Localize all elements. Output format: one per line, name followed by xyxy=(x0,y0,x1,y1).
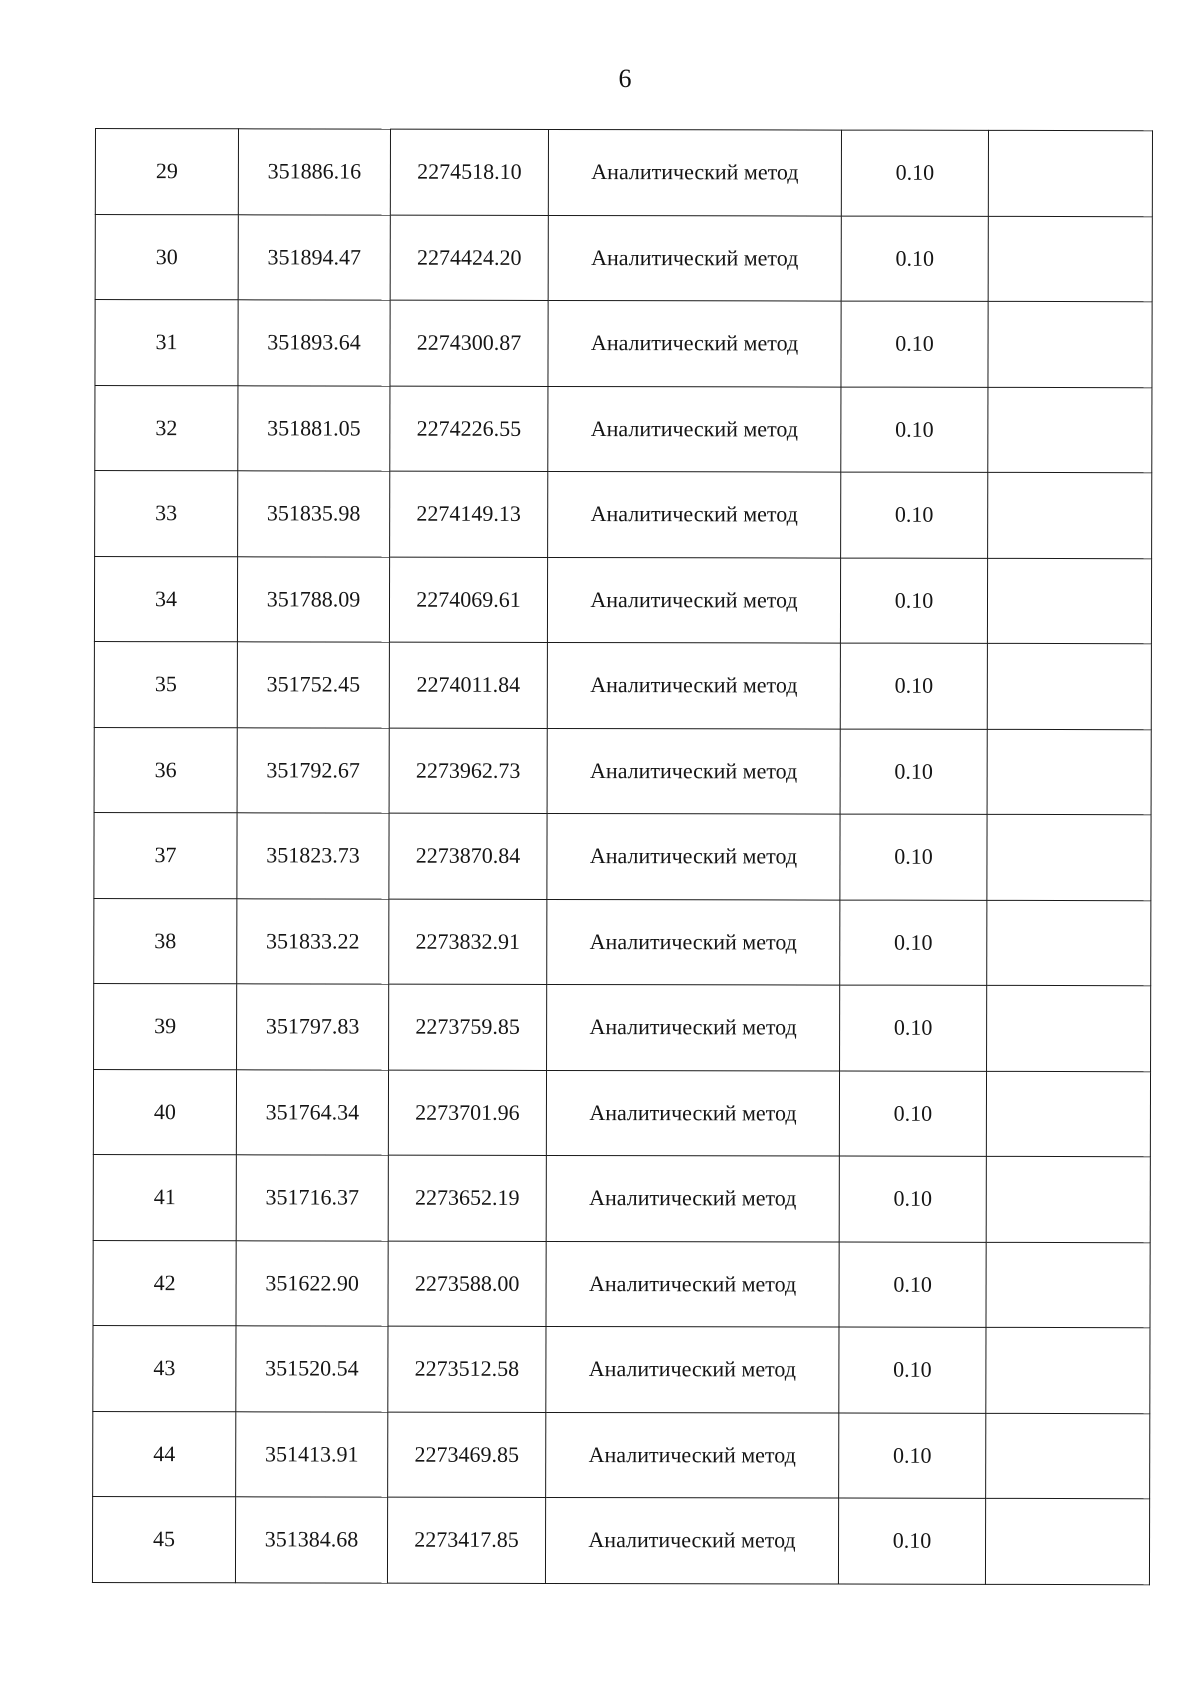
table-row xyxy=(93,1325,1150,1413)
x-coordinate-cell: 351384.68 xyxy=(235,1497,387,1583)
precision-cell: 0.10 xyxy=(840,729,987,815)
note-cell xyxy=(986,1071,1150,1157)
table-row xyxy=(94,898,1151,986)
precision-cell: 0.10 xyxy=(839,1156,986,1242)
precision-cell: 0.10 xyxy=(840,643,987,729)
point-number-cell: 35 xyxy=(94,641,237,727)
precision-cell: 0.10 xyxy=(839,1242,986,1328)
note-cell xyxy=(986,1242,1150,1328)
table-row xyxy=(93,1411,1150,1499)
method-cell: Аналитический метод xyxy=(546,1326,839,1412)
precision-cell: 0.10 xyxy=(841,216,988,302)
y-coordinate-cell: 2274226.55 xyxy=(390,386,548,472)
point-number-cell: 29 xyxy=(95,129,238,215)
method-cell: Аналитический метод xyxy=(548,129,841,215)
y-coordinate-cell: 2273962.73 xyxy=(389,728,547,814)
table-row xyxy=(94,983,1151,1071)
table-row xyxy=(93,1154,1150,1242)
x-coordinate-cell: 351788.09 xyxy=(237,556,389,642)
note-cell xyxy=(985,1498,1149,1584)
table-row xyxy=(94,812,1151,900)
point-number-cell: 37 xyxy=(94,812,237,898)
precision-cell: 0.10 xyxy=(840,814,987,900)
y-coordinate-cell: 2274300.87 xyxy=(390,300,548,386)
point-number-cell: 41 xyxy=(93,1154,236,1240)
x-coordinate-cell: 351764.34 xyxy=(236,1069,388,1155)
table-row xyxy=(93,1069,1150,1157)
table-row xyxy=(94,641,1151,729)
method-cell: Аналитический метод xyxy=(546,1412,839,1498)
table-row xyxy=(94,556,1151,644)
precision-cell: 0.10 xyxy=(841,472,988,558)
precision-cell: 0.10 xyxy=(838,1498,985,1584)
table-row xyxy=(95,471,1152,559)
method-cell: Аналитический метод xyxy=(547,728,840,814)
point-number-cell: 31 xyxy=(95,300,238,386)
precision-cell: 0.10 xyxy=(841,130,988,216)
y-coordinate-cell: 2274149.13 xyxy=(390,471,548,557)
method-cell: Аналитический метод xyxy=(548,386,841,472)
x-coordinate-cell: 351797.83 xyxy=(237,984,389,1070)
method-cell: Аналитический метод xyxy=(547,984,840,1070)
y-coordinate-cell: 2273417.85 xyxy=(387,1497,545,1583)
coordinates-table-body xyxy=(92,129,1152,1585)
precision-cell: 0.10 xyxy=(840,900,987,986)
x-coordinate-cell: 351886.16 xyxy=(238,129,390,215)
x-coordinate-cell: 351881.05 xyxy=(238,385,390,471)
method-cell: Аналитический метод xyxy=(545,1497,838,1583)
point-number-cell: 45 xyxy=(92,1496,235,1582)
method-cell: Аналитический метод xyxy=(548,300,841,386)
precision-cell: 0.10 xyxy=(840,558,987,644)
note-cell xyxy=(988,216,1152,302)
precision-cell: 0.10 xyxy=(840,985,987,1071)
table-row xyxy=(94,727,1151,815)
precision-cell: 0.10 xyxy=(839,1327,986,1413)
x-coordinate-cell: 351893.64 xyxy=(238,300,390,386)
point-number-cell: 34 xyxy=(94,556,237,642)
y-coordinate-cell: 2273652.19 xyxy=(388,1155,546,1241)
y-coordinate-cell: 2273469.85 xyxy=(388,1412,546,1498)
method-cell: Аналитический метод xyxy=(546,1241,839,1327)
x-coordinate-cell: 351752.45 xyxy=(237,642,389,728)
y-coordinate-cell: 2273832.91 xyxy=(389,899,547,985)
precision-cell: 0.10 xyxy=(839,1413,986,1499)
y-coordinate-cell: 2273588.00 xyxy=(388,1241,546,1327)
point-number-cell: 33 xyxy=(95,471,238,557)
table-row xyxy=(93,1240,1150,1328)
table-row xyxy=(92,1496,1149,1584)
table-row xyxy=(95,214,1152,302)
point-number-cell: 32 xyxy=(95,385,238,471)
method-cell: Аналитический метод xyxy=(546,1155,839,1241)
point-number-cell: 30 xyxy=(95,214,238,300)
point-number-cell: 44 xyxy=(93,1411,236,1497)
point-number-cell: 43 xyxy=(93,1325,236,1411)
y-coordinate-cell: 2274011.84 xyxy=(389,642,547,728)
note-cell xyxy=(986,1327,1150,1413)
method-cell: Аналитический метод xyxy=(547,557,840,643)
x-coordinate-cell: 351792.67 xyxy=(237,727,389,813)
y-coordinate-cell: 2274518.10 xyxy=(390,129,548,215)
note-cell xyxy=(987,985,1151,1071)
point-number-cell: 36 xyxy=(94,727,237,813)
note-cell xyxy=(987,729,1151,815)
method-cell: Аналитический метод xyxy=(548,215,841,301)
x-coordinate-cell: 351833.22 xyxy=(237,898,389,984)
note-cell xyxy=(987,814,1151,900)
method-cell: Аналитический метод xyxy=(548,471,841,557)
note-cell xyxy=(988,472,1152,558)
note-cell xyxy=(987,900,1151,986)
y-coordinate-cell: 2273701.96 xyxy=(388,1070,546,1156)
precision-cell: 0.10 xyxy=(839,1071,986,1157)
method-cell: Аналитический метод xyxy=(547,642,840,728)
y-coordinate-cell: 2273870.84 xyxy=(389,813,547,899)
x-coordinate-cell: 351413.91 xyxy=(236,1411,388,1497)
x-coordinate-cell: 351716.37 xyxy=(236,1155,388,1241)
note-cell xyxy=(988,301,1152,387)
note-cell xyxy=(988,387,1152,473)
point-number-cell: 42 xyxy=(93,1240,236,1326)
note-cell xyxy=(988,130,1152,216)
method-cell: Аналитический метод xyxy=(546,1070,839,1156)
x-coordinate-cell: 351520.54 xyxy=(236,1326,388,1412)
x-coordinate-cell: 351894.47 xyxy=(238,214,390,300)
precision-cell: 0.10 xyxy=(841,387,988,473)
y-coordinate-cell: 2273512.58 xyxy=(388,1326,546,1412)
table-row xyxy=(95,300,1152,388)
point-number-cell: 39 xyxy=(94,983,237,1069)
note-cell xyxy=(987,643,1151,729)
note-cell xyxy=(986,1413,1150,1499)
x-coordinate-cell: 351823.73 xyxy=(237,813,389,899)
table-row xyxy=(95,385,1152,473)
coordinates-table xyxy=(92,128,1153,1585)
table-row xyxy=(95,129,1152,217)
point-number-cell: 38 xyxy=(94,898,237,984)
point-number-cell: 40 xyxy=(93,1069,236,1155)
note-cell xyxy=(987,558,1151,644)
method-cell: Аналитический метод xyxy=(547,899,840,985)
y-coordinate-cell: 2273759.85 xyxy=(389,984,547,1070)
page-number: 6 xyxy=(618,64,632,93)
x-coordinate-cell: 351835.98 xyxy=(238,471,390,557)
note-cell xyxy=(986,1156,1150,1242)
y-coordinate-cell: 2274069.61 xyxy=(389,557,547,643)
precision-cell: 0.10 xyxy=(841,301,988,387)
x-coordinate-cell: 351622.90 xyxy=(236,1240,388,1326)
method-cell: Аналитический метод xyxy=(547,813,840,899)
y-coordinate-cell: 2274424.20 xyxy=(390,215,548,301)
